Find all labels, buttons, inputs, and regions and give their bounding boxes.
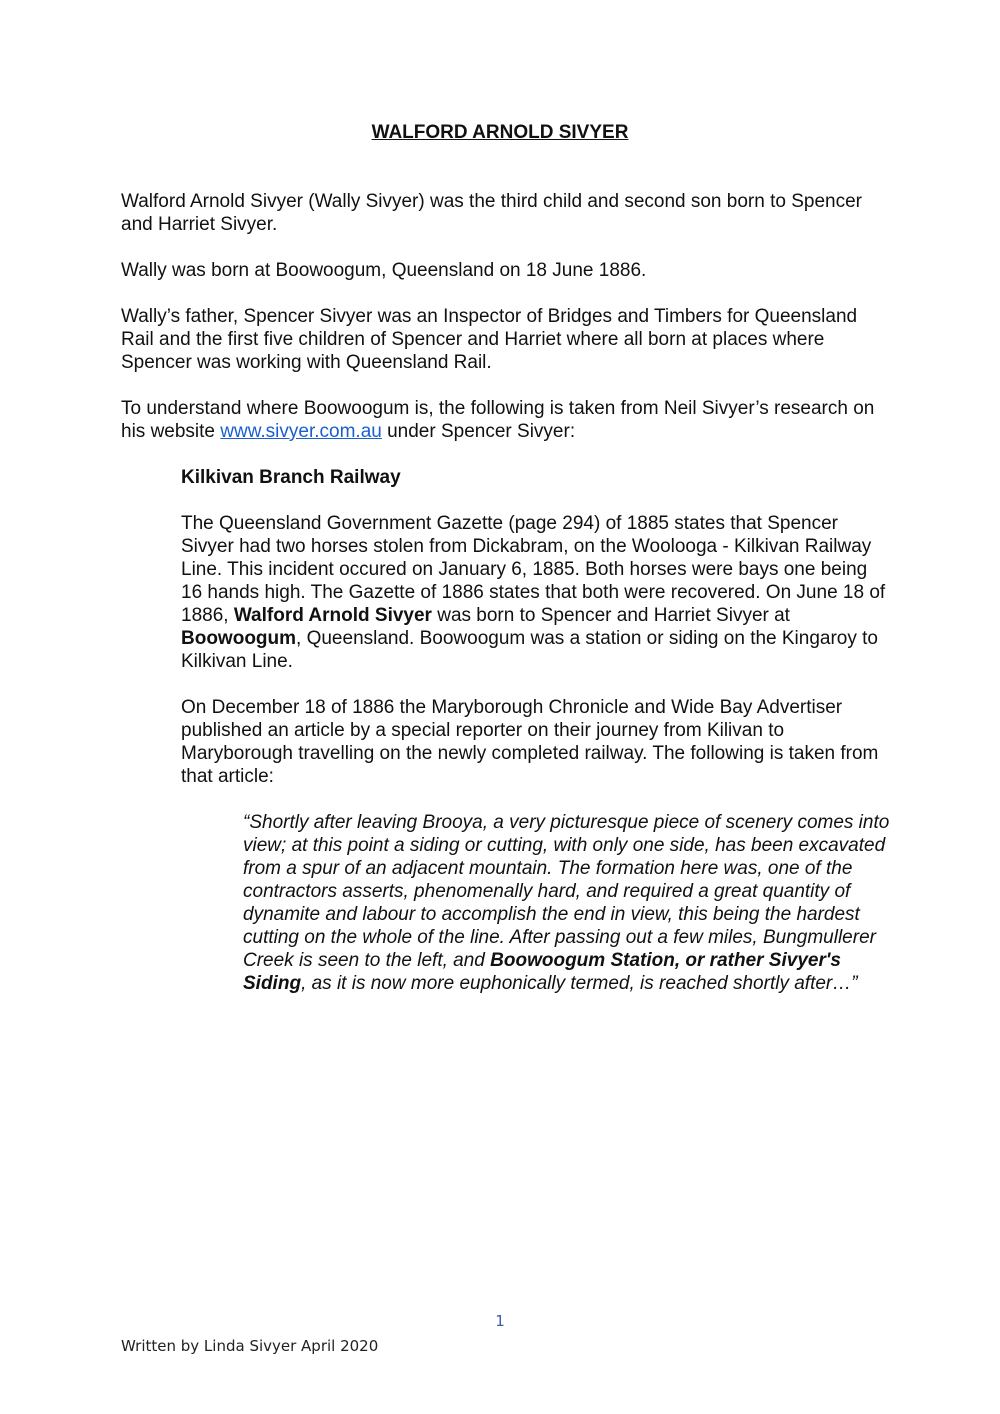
gazette-bold-name: Walford Arnold Sivyer (233, 605, 432, 626)
quote-text-2: , as it is now more euphonically termed, is reached shortly after…” (301, 973, 858, 994)
gazette-bold-place: Boowoogum (181, 628, 297, 649)
website-link[interactable]: www.sivyer.com.au (220, 421, 382, 442)
paragraph-chronicle: On December 18 of 1886 the Maryborough Chronicle and Wide Bay Advertiser published an article by a special reporter on their journey from Kilivan to Maryborough travelling on the newly completed railway. The following is taken from that article: (181, 697, 879, 787)
page-number: 1 (495, 1312, 505, 1330)
section-heading: Kilkivan Branch Railway (181, 467, 401, 488)
paragraph-birth: Wally was born at Boowoogum, Queensland on 18 June 1886. (121, 260, 647, 281)
paragraph-gazette (181, 512, 891, 673)
article-quote (243, 811, 891, 995)
quote-text-1: “Shortly after leaving Brooya, a very picturesque piece of scenery comes into view; at this point a siding or cutting, with only one side, has been excavated from a spur of an adjacent mountain. The formation here was, one of the contractors asserts, phenomenally hard, and required a great quantity of dynamite and labour to accomplish the end in view, this being the hardest cutting on the whole of the line. After passing out a few miles, Bungmullerer Creek is seen to the left, and (243, 812, 890, 971)
quoted-research (181, 466, 891, 995)
quote-bold: Boowoogum Station, or rather Sivyer's Siding (243, 950, 841, 994)
gazette-text-2: was born to Spencer and Harriet Sivyer at (431, 605, 790, 626)
footer-author: Written by Linda Sivyer April 2020 (121, 1337, 379, 1355)
document-title: WALFORD ARNOLD SIVYER (371, 122, 629, 143)
gazette-text-1: The Queensland Government Gazette (page 294) of 1885 states that Spencer Sivyer had two horses stolen from Dickabram, on the Woolooga - Kilkivan Railway Line. This incident occured on January 6, 1885. Both horses were bays one being 16 hands high. The Gazette of 1886 states that both were recovered. On June 18 of 1886, (181, 513, 886, 626)
paragraph-father: Wally’s father, Spencer Sivyer was an Inspector of Bridges and Timbers for Queensland Rail and the first five children of Spencer and Harriet where all born at places where Spencer was working with Queensland Rail. (121, 306, 858, 373)
quote-text (243, 811, 891, 995)
paragraph-intro: Walford Arnold Sivyer (Wally Sivyer) was the third child and second son born to Spencer and Harriet Sivyer. (121, 191, 862, 235)
website-text-before: To understand where Boowoogum is, the following is taken from Neil Sivyer’s research on his website (121, 398, 875, 442)
paragraph-website (121, 397, 891, 443)
website-text-after: under Spencer Sivyer: (381, 421, 576, 442)
document-body (121, 190, 891, 995)
gazette-text-3: , Queensland. Boowoogum was a station or siding on the Kingaroy to Kilkivan Line. (181, 628, 878, 672)
